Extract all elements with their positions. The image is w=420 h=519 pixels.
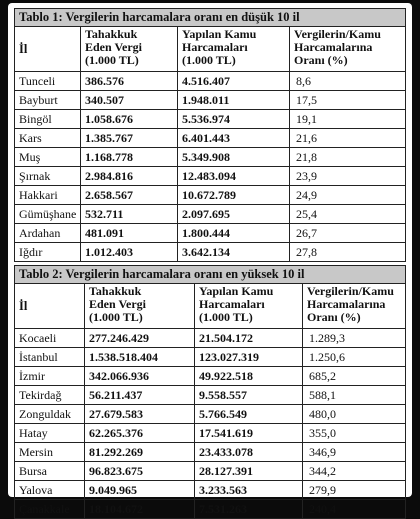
table-row — [15, 405, 406, 424]
data-table — [14, 26, 406, 262]
header-tahakkuk — [81, 27, 178, 72]
cell-harcama: 1.948.011 — [178, 91, 290, 110]
cell-vergi: 56.211.437 — [85, 386, 195, 405]
cell-vergi: 2.658.567 — [81, 186, 178, 205]
cell-il: Bingöl — [15, 110, 81, 129]
cell-il: Muş — [15, 148, 81, 167]
table-row — [15, 462, 406, 481]
header-line: Tahakkuk — [89, 284, 142, 298]
cell-oran: 1.289,3 — [303, 329, 406, 348]
cell-harcama: 9.558.557 — [195, 386, 303, 405]
header-harcama — [195, 284, 303, 329]
cell-oran: 344,2 — [303, 462, 406, 481]
header-line: Oranı (%) — [307, 310, 361, 324]
header-line: (1.000 TL) — [89, 310, 143, 324]
table-caption: Tablo 2: Vergilerin harcamalara oranı en yüksek 10 il — [14, 265, 406, 283]
cell-oran: 346,9 — [303, 443, 406, 462]
header-line: Eden Vergi — [85, 40, 143, 54]
cell-il: Tekirdağ — [15, 386, 85, 405]
cell-harcama: 23.433.078 — [195, 443, 303, 462]
cell-il: Iğdır — [15, 243, 81, 262]
table-row — [15, 500, 406, 519]
header-oran — [290, 27, 406, 72]
table-row — [15, 348, 406, 367]
table-row — [15, 205, 406, 224]
cell-il: Kocaeli — [15, 329, 85, 348]
table-row — [15, 329, 406, 348]
header-line: (1.000 TL) — [85, 53, 139, 67]
cell-oran: 26,7 — [290, 224, 406, 243]
cell-vergi: 340.507 — [81, 91, 178, 110]
cell-harcama: 1.800.444 — [178, 224, 290, 243]
cell-vergi: 9.049.965 — [85, 481, 195, 500]
table-row — [15, 167, 406, 186]
cell-vergi: 1.168.778 — [81, 148, 178, 167]
cell-harcama: 5.349.908 — [178, 148, 290, 167]
cell-oran: 1.250,6 — [303, 348, 406, 367]
header-line: Harcamaları — [182, 40, 248, 54]
table-highest-ratio — [14, 265, 406, 519]
header-line: Vergilerin/Kamu — [294, 27, 381, 41]
cell-oran: 355,0 — [303, 424, 406, 443]
cell-vergi: 532.711 — [81, 205, 178, 224]
cell-il: Hatay — [15, 424, 85, 443]
cell-vergi: 1.538.518.404 — [85, 348, 195, 367]
cell-harcama: 17.541.619 — [195, 424, 303, 443]
cell-il: Hakkari — [15, 186, 81, 205]
header-line: (1.000 TL) — [182, 53, 236, 67]
cell-harcama: 6.401.443 — [178, 129, 290, 148]
cell-vergi: 18.104.672 — [85, 500, 195, 519]
cell-il: Mersin — [15, 443, 85, 462]
cell-il: Bayburt — [15, 91, 81, 110]
cell-harcama: 2.097.695 — [178, 205, 290, 224]
header-il: İl — [15, 284, 85, 329]
data-table — [14, 283, 406, 519]
table-row — [15, 72, 406, 91]
cell-oran: 588,1 — [303, 386, 406, 405]
cell-il: İstanbul — [15, 348, 85, 367]
cell-vergi: 277.246.429 — [85, 329, 195, 348]
cell-il: Şırnak — [15, 167, 81, 186]
table-row — [15, 424, 406, 443]
cell-harcama: 49.922.518 — [195, 367, 303, 386]
header-line: Tahakkuk — [85, 27, 138, 41]
table-row — [15, 481, 406, 500]
cell-vergi: 481.091 — [81, 224, 178, 243]
cell-oran: 17,5 — [290, 91, 406, 110]
cell-oran: 27,8 — [290, 243, 406, 262]
header-line: Yapılan Kamu — [199, 284, 274, 298]
table-row — [15, 148, 406, 167]
header-harcama — [178, 27, 290, 72]
table-row — [15, 386, 406, 405]
cell-oran: 8,6 — [290, 72, 406, 91]
header-line: Eden Vergi — [89, 297, 147, 311]
cell-il: Ardahan — [15, 224, 81, 243]
cell-oran: 685,2 — [303, 367, 406, 386]
header-line: Oranı (%) — [294, 53, 348, 67]
header-line: Yapılan Kamu — [182, 27, 257, 41]
cell-oran: 19,1 — [290, 110, 406, 129]
cell-oran: 21,6 — [290, 129, 406, 148]
cell-vergi: 2.984.816 — [81, 167, 178, 186]
table-row — [15, 110, 406, 129]
header-tahakkuk — [85, 284, 195, 329]
header-il: İl — [15, 27, 81, 72]
cell-vergi: 386.576 — [81, 72, 178, 91]
header-line: (1.000 TL) — [199, 310, 253, 324]
cell-il: Bursa — [15, 462, 85, 481]
cell-vergi: 96.823.675 — [85, 462, 195, 481]
table-lowest-ratio — [14, 8, 406, 262]
cell-oran: 25,4 — [290, 205, 406, 224]
header-row — [15, 27, 406, 72]
cell-harcama: 7.531.263 — [195, 500, 303, 519]
header-line: Harcamalarına — [294, 40, 373, 54]
cell-oran: 23,9 — [290, 167, 406, 186]
cell-il: Çanakkale — [15, 500, 85, 519]
cell-vergi: 62.265.376 — [85, 424, 195, 443]
cell-vergi: 1.012.403 — [81, 243, 178, 262]
cell-vergi: 1.385.767 — [81, 129, 178, 148]
cell-harcama: 10.672.789 — [178, 186, 290, 205]
cell-il: Gümüşhane — [15, 205, 81, 224]
cell-harcama: 12.483.094 — [178, 167, 290, 186]
cell-oran: 24,9 — [290, 186, 406, 205]
header-line: Vergilerin/Kamu — [307, 284, 394, 298]
cell-oran: 480,0 — [303, 405, 406, 424]
table-caption: Tablo 1: Vergilerin harcamalara oranı en düşük 10 il — [14, 8, 406, 26]
cell-vergi: 1.058.676 — [81, 110, 178, 129]
document-page — [8, 3, 412, 516]
cell-il: Yalova — [15, 481, 85, 500]
cell-harcama: 28.127.391 — [195, 462, 303, 481]
header-row — [15, 284, 406, 329]
cell-harcama: 21.504.172 — [195, 329, 303, 348]
cell-il: İzmir — [15, 367, 85, 386]
table-row — [15, 443, 406, 462]
cell-harcama: 3.642.134 — [178, 243, 290, 262]
cell-harcama: 5.536.974 — [178, 110, 290, 129]
cell-oran: 240,4 — [303, 500, 406, 519]
table-row — [15, 243, 406, 262]
cell-vergi: 81.292.269 — [85, 443, 195, 462]
cell-vergi: 342.066.936 — [85, 367, 195, 386]
cell-harcama: 5.766.549 — [195, 405, 303, 424]
table-row — [15, 129, 406, 148]
header-line: Harcamalarına — [307, 297, 386, 311]
table-row — [15, 224, 406, 243]
header-line: Harcamaları — [199, 297, 265, 311]
table-row — [15, 91, 406, 110]
cell-il: Kars — [15, 129, 81, 148]
cell-il: Zonguldak — [15, 405, 85, 424]
table-row — [15, 186, 406, 205]
cell-vergi: 27.679.583 — [85, 405, 195, 424]
cell-oran: 279,9 — [303, 481, 406, 500]
cell-harcama: 3.233.563 — [195, 481, 303, 500]
cell-harcama: 123.027.319 — [195, 348, 303, 367]
cell-il: Tunceli — [15, 72, 81, 91]
header-oran — [303, 284, 406, 329]
cell-oran: 21,8 — [290, 148, 406, 167]
cell-harcama: 4.516.407 — [178, 72, 290, 91]
table-row — [15, 367, 406, 386]
